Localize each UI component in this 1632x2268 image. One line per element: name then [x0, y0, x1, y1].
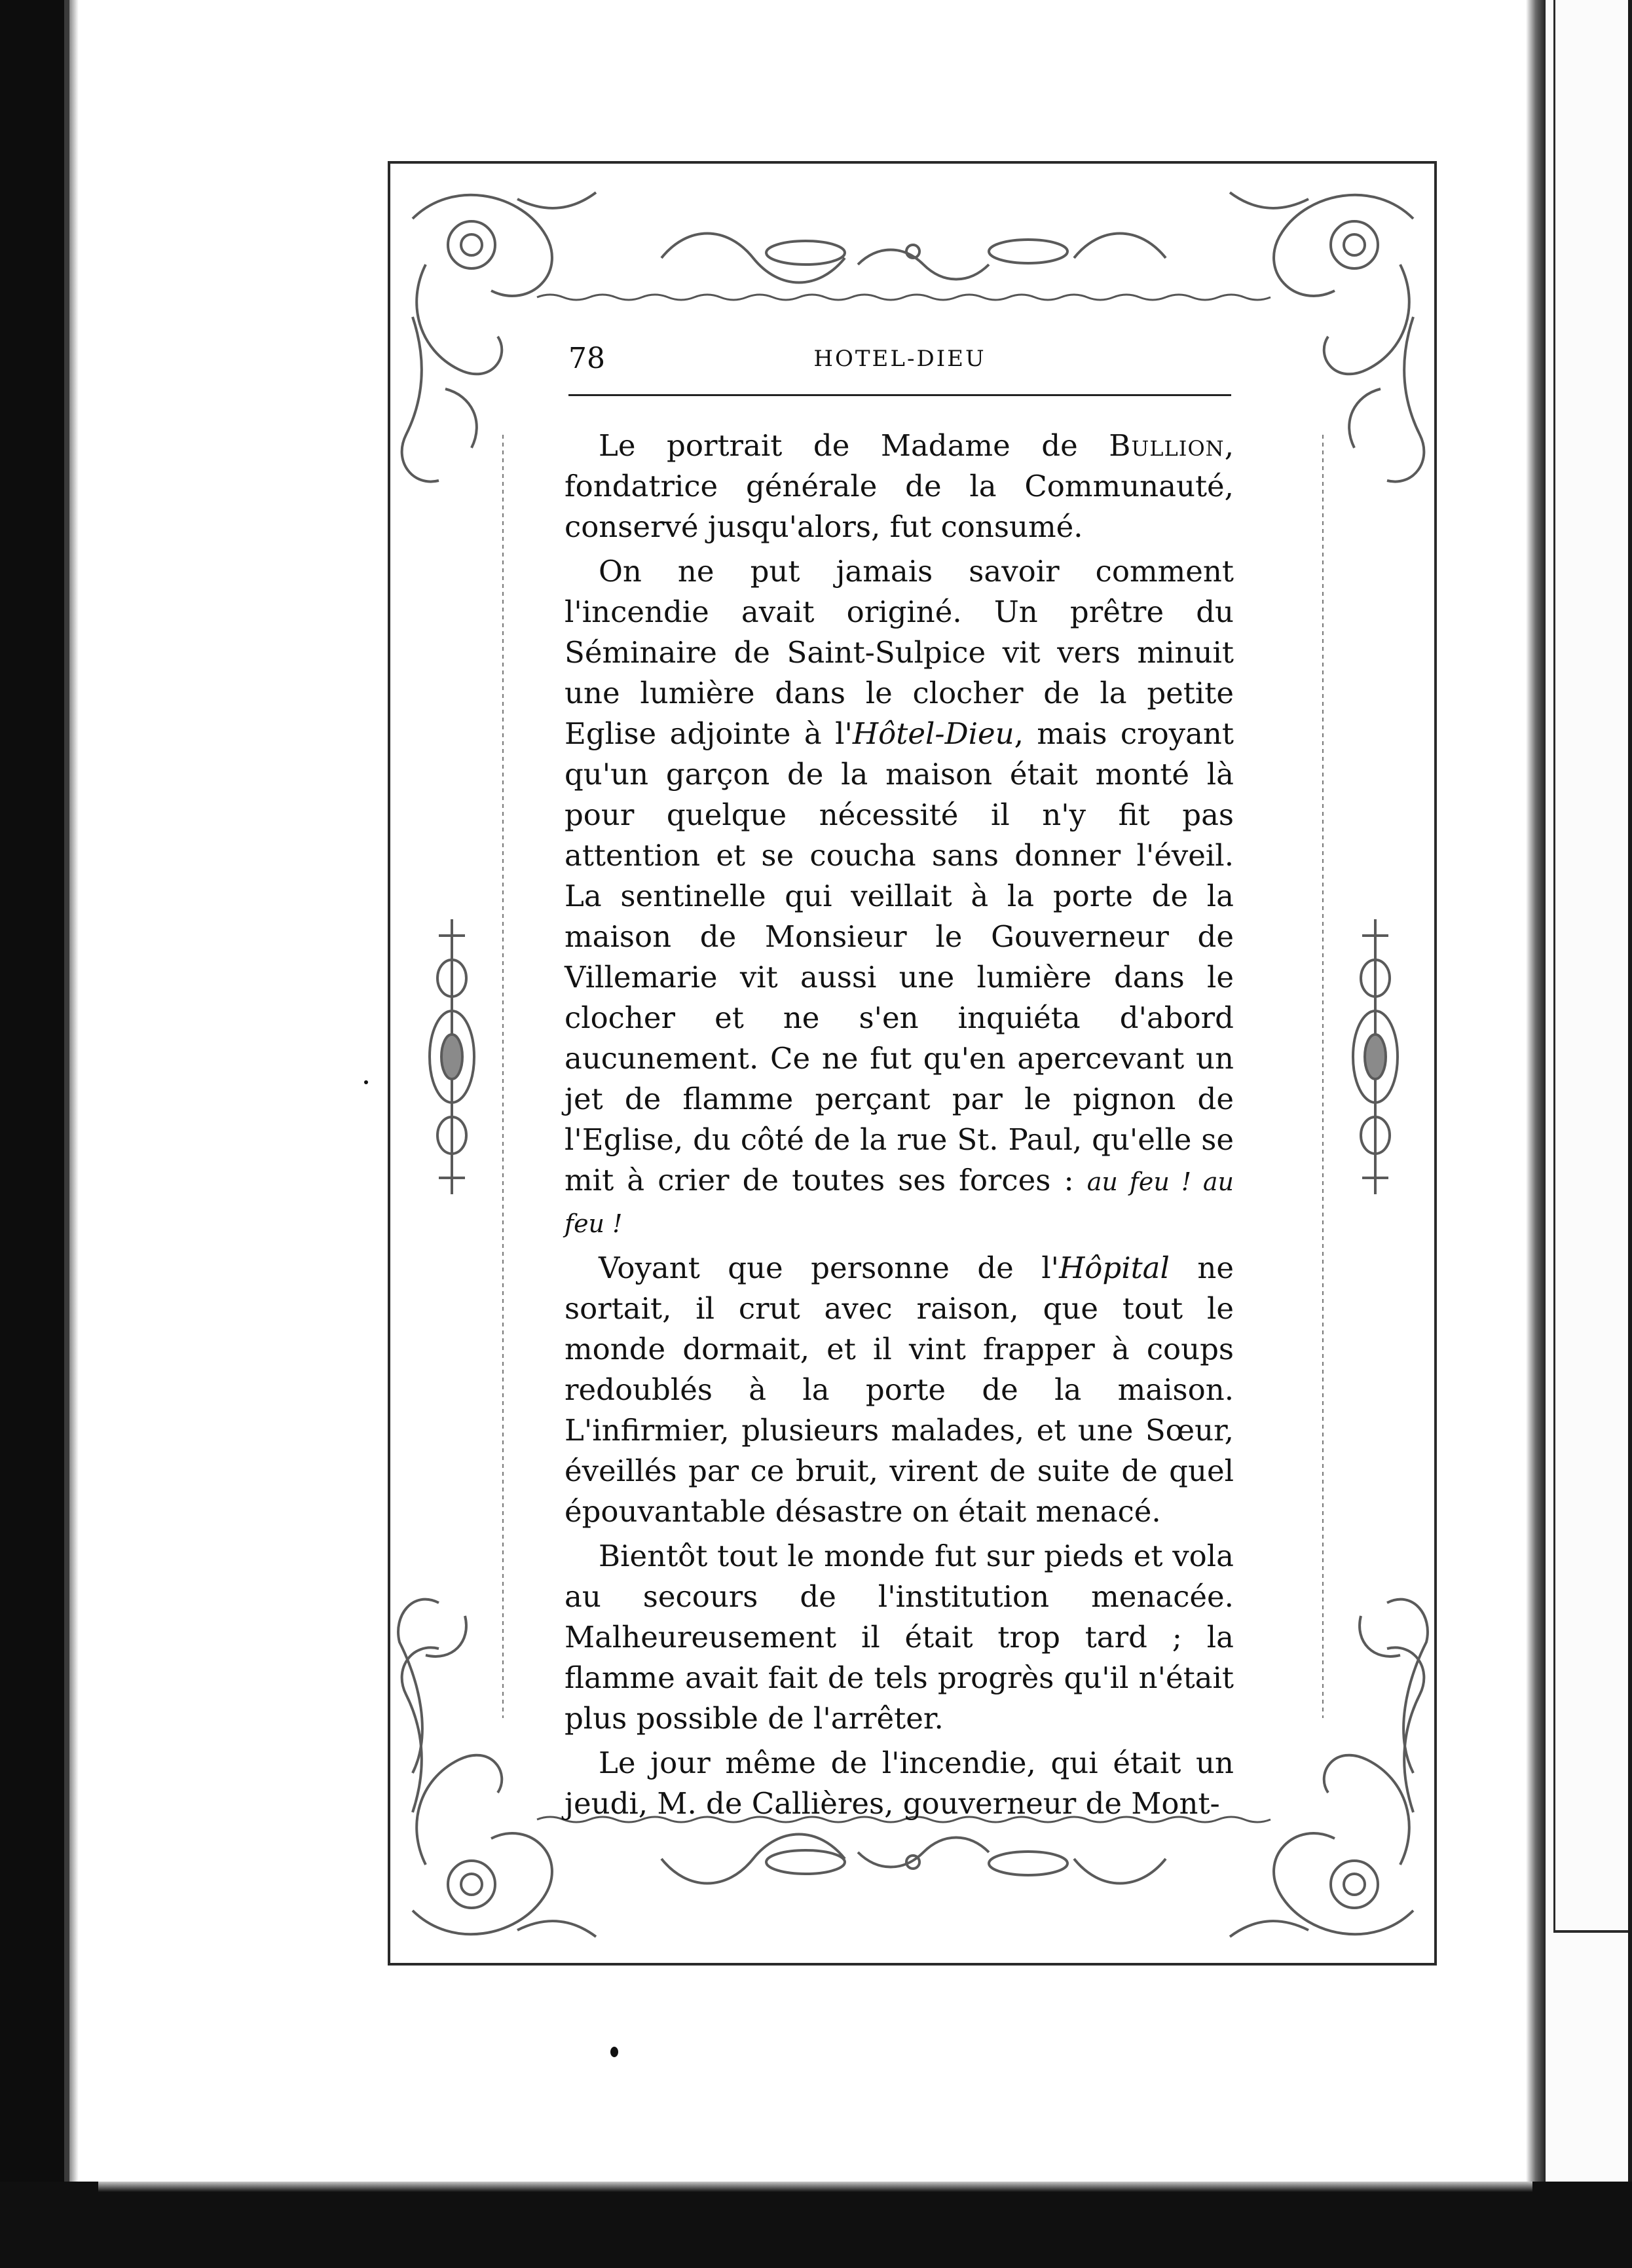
scan-background-left	[0, 0, 64, 2268]
next-page-frame-line	[1553, 0, 1555, 1931]
text-run: Voyant que personne de l'	[599, 1251, 1060, 1285]
running-head: HOTEL-DIEU	[813, 346, 986, 372]
header-rule	[568, 394, 1231, 396]
next-page-edge	[1628, 0, 1632, 2268]
text-run: , mais croyant qu'un garçon de la maison était monté là pour quelque nécessité il n'y fit pas attention et se coucha sans donner l'éveil. La sentinelle qui veillait à la porte de la maison de Monsieur le Gouverneur de Villemarie vit aussi une lumière dans le clocher et ne s'en inquiéta d'abord aucunement. Ce ne fut qu'en apercevant un jet de flamme perçant par le pignon de l'Eglise, du côté de la rue St. Paul, qu'elle se mit à crier de toutes ses forces :	[565, 716, 1234, 1198]
top-wave-line	[537, 295, 1270, 300]
top-scroll-band	[661, 234, 1166, 283]
text-run: Bientôt tout le monde fut sur pieds et vola au secours de l'institution menacée. Malheureusement il était trop tard ; la flamme avait fait de tels progrès qu'il n'était plus possible de l'arrêter.	[565, 1539, 1234, 1736]
paragraph	[565, 1743, 1234, 1824]
paragraph	[565, 1536, 1234, 1739]
text-run: On ne put jamais savoir comment l'incendie avait originé. Un prêtre du Séminaire de Saint-Sulpice vit vers minuit une lumière dans le clocher de la petite Eglise adjointe à l'	[565, 554, 1234, 751]
text-run: , fondatrice générale de la Communauté, conservé jusqu'alors, fut consumé.	[565, 428, 1234, 544]
paragraph	[565, 551, 1234, 1244]
page-header	[568, 342, 1231, 394]
next-page-frame-bottom	[1553, 1930, 1632, 1933]
page-number: 78	[568, 342, 605, 375]
scan-speck	[364, 1080, 368, 1084]
right-side-medallion	[1353, 919, 1398, 1194]
text-run: Le jour même de l'incendie, qui était un jeudi, M. de Callières, gouverneur de Mont-	[565, 1746, 1234, 1821]
page-shadow	[69, 0, 79, 2268]
italic-term: Hôpital	[1059, 1251, 1170, 1285]
bottom-scroll-band	[661, 1835, 1166, 1884]
italic-quote: au feu ! au feu !	[565, 1167, 1234, 1238]
paragraph	[565, 426, 1234, 547]
scan-speck	[610, 2047, 618, 2057]
corner-ornament-bottom-right	[1230, 1600, 1428, 1937]
text-run: ne sortait, il crut avec raison, que tout le monde dormait, et il vint frapper à coups redoublés à la porte de la maison. L'infirmier, plusieurs malades, et une Sœur, éveillés par ce bruit, virent de suite de quel épouvantable désastre on était menacé.	[565, 1251, 1234, 1529]
scan-background-bottom	[0, 2182, 1632, 2268]
paragraph	[565, 1248, 1234, 1532]
small-caps-name: Bullion	[1109, 428, 1225, 463]
next-page	[1546, 0, 1632, 2268]
left-side-medallion	[430, 919, 474, 1194]
italic-term: Hôtel-Dieu	[852, 716, 1014, 751]
text-run: Le portrait de Madame de	[599, 428, 1109, 463]
body-text	[565, 426, 1234, 1828]
page-bottom-edge	[98, 2182, 1532, 2192]
corner-ornament-top-right	[1230, 192, 1424, 482]
book-edge	[64, 0, 69, 2268]
gutter-shadow	[1526, 0, 1546, 2268]
